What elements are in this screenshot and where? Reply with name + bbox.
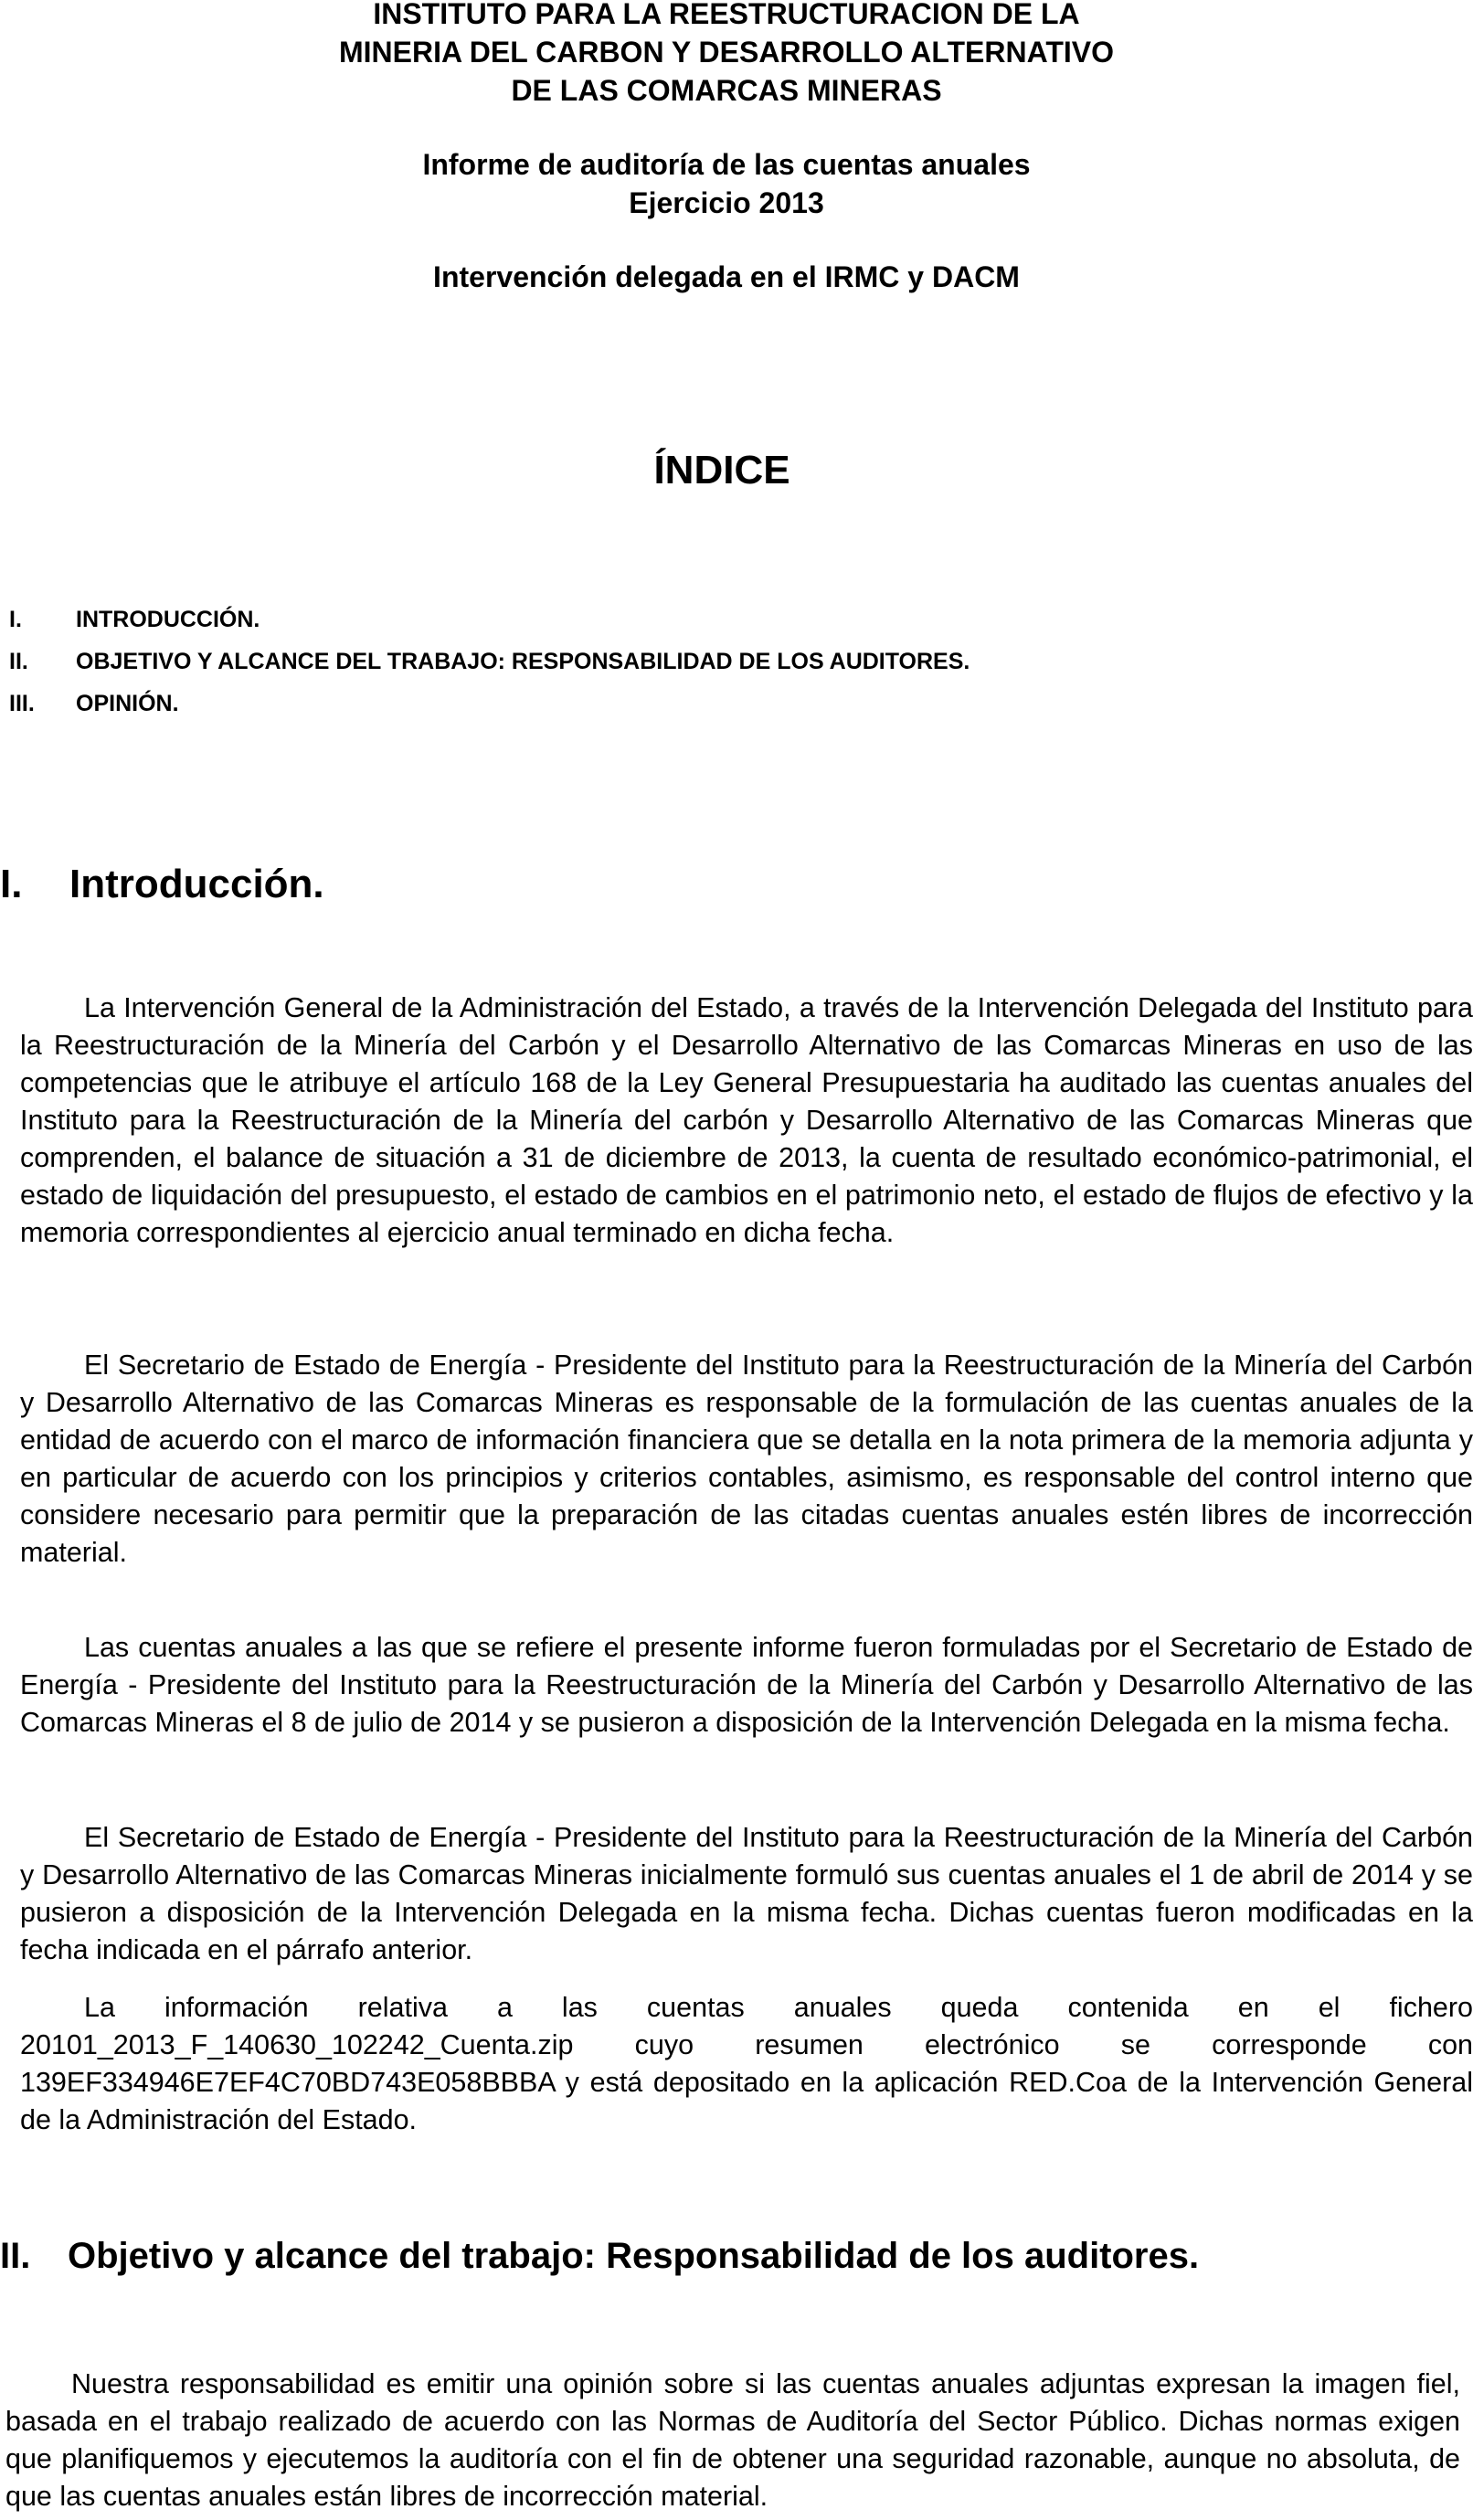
report-title <box>0 145 1453 222</box>
report-title-line: Ejercicio 2013 <box>629 186 824 219</box>
institution-title <box>0 0 1453 110</box>
paragraph: Nuestra responsabilidad es emitir una opinión sobre si las cuentas anuales adjuntas expresan la imagen fiel, basada en el trabajo realizado de acuerdo con las Normas de Auditoría del Sector Público. Dichas normas exigen que planifiquemos y ejecutemos la auditoría con el fin de obtener una seguridad razonable, aunque no absoluta, de que las cuentas anuales están libres de incorrección material. <box>5 2367 1460 2512</box>
toc-item-text: OBJETIVO Y ALCANCE DEL TRABAJO: RESPONSABILIDAD DE LOS AUDITORES. <box>76 649 970 674</box>
toc-item-text: INTRODUCCIÓN. <box>76 607 260 632</box>
toc-item-number: III. <box>9 691 35 716</box>
section-number: II. <box>0 2236 31 2276</box>
report-title-line: Informe de auditoría de las cuentas anuales <box>422 148 1031 181</box>
paragraph: El Secretario de Estado de Energía - Presidente del Instituto para la Reestructuración de la Minería del Carbón y Desarrollo Alternativo de las Comarcas Mineras inicialmente formuló sus cuentas anuales el 1 de abril de 2014 y se pusieron a disposición de la Intervención Delegada en la misma fecha. Dichas cuentas fueron modificadas en la fecha indicada en el párrafo anterior. <box>20 1821 1473 1965</box>
institution-title-line: INSTITUTO PARA LA REESTRUCTURACION DE LA <box>373 0 1080 30</box>
section-title: Introducción. <box>69 862 324 906</box>
toc-item-text: OPINIÓN. <box>76 691 179 716</box>
paragraph: Las cuentas anuales a las que se refiere el presente informe fueron formuladas por el Secretario de Estado de Energía - Presidente del Instituto para la Reestructuración de la Minería del Carbón y Desarrollo Alternativo de las Comarcas Mineras el 8 de julio de 2014 y se pusieron a disposición de la Intervención Delegada en la misma fecha. <box>20 1631 1473 1738</box>
index-heading: ÍNDICE <box>653 448 790 492</box>
toc-item-number: I. <box>9 607 22 632</box>
paragraph: El Secretario de Estado de Energía - Presidente del Instituto para la Reestructuración de la Minería del Carbón y Desarrollo Alternativo de las Comarcas Mineras es responsable de la formulación de las cuentas anuales de la entidad de acuerdo con el marco de información financiera que se detalla en la nota primera de la memoria adjunta y en particular de acuerdo con los principios y criterios contables, asimismo, es responsable del control interno que considere necesario para permitir que la preparación de las citadas cuentas anuales estén libres de incorrección material. <box>20 1349 1473 1568</box>
section-heading-objective <box>0 2232 1199 2280</box>
paragraph: La información relativa a las cuentas anuales queda contenida en el fichero 20101_2013_F_140630_102242_Cuenta.zip cuyo resumen electrónico se corresponde con 139EF334946E7EF4C70BD743E058BBBA y está depositado en la aplicación RED.Coa de la Intervención General de la Administración del Estado. <box>20 1991 1473 2135</box>
section-heading-introduction <box>0 861 324 908</box>
institution-title-line: DE LAS COMARCAS MINERAS <box>511 74 942 107</box>
paragraph: La Intervención General de la Administración del Estado, a través de la Intervención Delegada del Instituto para la Reestructuración de la Minería del Carbón y el Desarrollo Alternativo de las Comarcas Mineras en uso de las competencias que le atribuye el artículo 168 de la Ley General Presupuestaria ha auditado las cuentas anuales del Instituto para la Reestructuración de la Minería del carbón y Desarrollo Alternativo de las Comarcas Mineras que comprenden, el balance de situación a 31 de diciembre de 2013, la cuenta de resultado económico-patrimonial, el estado de liquidación del presupuesto, el estado de cambios en el patrimonio neto, el estado de flujos de efectivo y la memoria correspondientes al ejercicio anual terminado en dicha fecha. <box>20 991 1473 1248</box>
delegation-subtitle <box>0 258 1453 296</box>
institution-title-line: MINERIA DEL CARBON Y DESARROLLO ALTERNATIVO <box>338 36 1115 69</box>
toc-item-number: II. <box>9 649 28 674</box>
section-title: Objetivo y alcance del trabajo: Responsabilidad de los auditores. <box>68 2236 1200 2276</box>
delegation-subtitle-text: Intervención delegada en el IRMC y DACM <box>433 260 1020 293</box>
section-number: I. <box>0 862 23 906</box>
